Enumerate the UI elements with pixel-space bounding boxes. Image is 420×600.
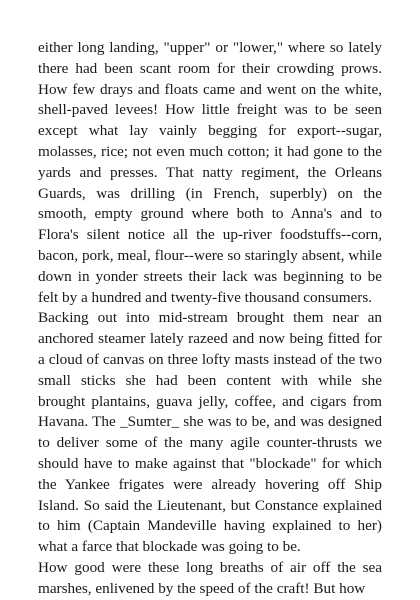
paragraph-1: either long landing, "upper" or "lower," where so lately there had been scant room for their crowding prows. How few drays and floats came and went on the white, shell-paved levees! How little freight was to be seen except what lay vainly begging for export--sugar, molasses, rice; not even much cotton; it had gone to the yards and presses. That natty regiment, the Orleans Guards, was drilling (in French, superbly) on the smooth, empty ground where both to Anna's and to Flora's silent notice all the up-river foodstuffs--corn, bacon, pork, meal, flour--were so staringly absent, while down in yonder streets their lack was beginning to be felt by a hundred and twenty-five thousand consumers. bbox=[38, 39, 382, 306]
paragraph-3: How good were these long breaths of air off the sea marshes, enlivened by the speed of the craft! But how bbox=[38, 558, 382, 597]
page-text bbox=[38, 38, 382, 600]
paragraph-2: Backing out into mid-stream brought them near an anchored steamer lately razeed and now being fitted for a cloud of canvas on three lofty masts instead of the two small sticks she had been content with while she brought plantains, guava jelly, coffee, and cigars from Havana. The _Sumter_ she was to be, and was designed to deliver some of the many agile counter-thrusts we should have to make against that "blockade" for which the Yankee frigates were already hovering off Ship Island. So said the Lieutenant, but Constance explained to him (Captain Mandeville having explained to her) what a farce that blockade was going to be. bbox=[38, 309, 382, 556]
